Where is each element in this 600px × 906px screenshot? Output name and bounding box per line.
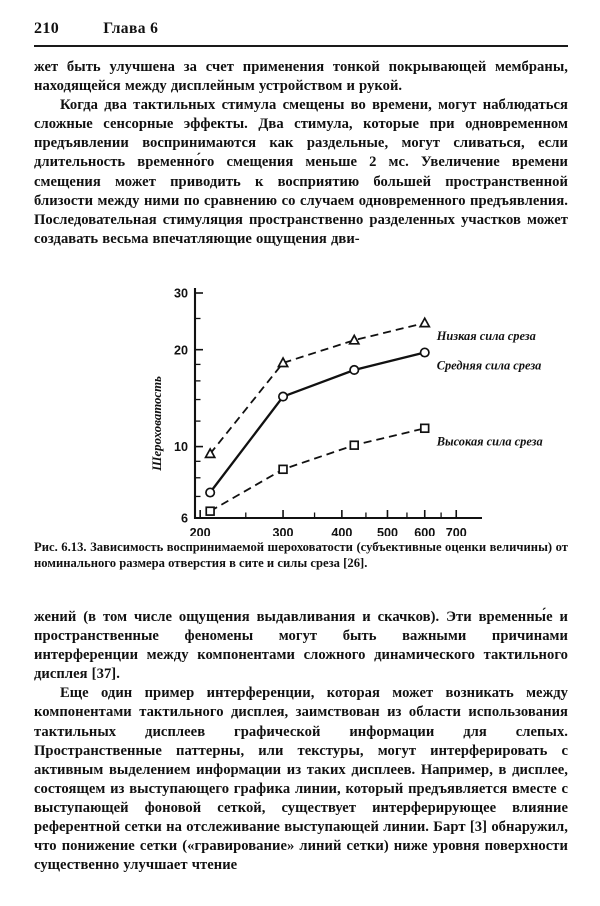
roughness-vs-aperture-chart <box>34 284 568 536</box>
chart-series <box>206 318 430 457</box>
y-tick-label: 6 <box>180 511 188 526</box>
series-label: Низкая сила среза <box>436 329 536 344</box>
paragraph: Еще один пример интерференции, которая может возникать между компонентами тактильного дисплея, заимствован из области использования тактильных дисплеев графической информации для слепых. Пространственные паттерны, или текстуры, могут интерферировать с активным выделением информации из таких дисплеев. Например, в дисплее, состоящем из выступающего графика линии, который предъявляется вместе с выступающей фоновой сеткой, существует интерферирующее влияние референтной сетки на отслеживание выступающей линии. Барт [3] обнаружил, что понижение сетки («гравирование» линий сетки) ниже уровня поверхности существенно улучшает чтение <box>34 685 568 874</box>
series-label: Средняя сила среза <box>436 358 542 373</box>
chapter-title: Глава 6 <box>103 20 159 37</box>
y-axis-label: Шероховатость <box>150 376 164 471</box>
figure-caption: Рис. 6.13. Зависимость воспринимаемой шероховатости (субъективные оценки величины) от номинального размера отверстия в сите и силы среза [26]. <box>34 540 568 570</box>
y-tick-label: 30 <box>173 286 188 301</box>
y-tick-label: 10 <box>173 440 188 455</box>
chart-series <box>206 348 429 496</box>
x-tick-label: 300 <box>272 526 294 536</box>
x-tick-label: 400 <box>331 526 353 536</box>
chart-plot-area <box>34 284 568 536</box>
paragraph: Когда два тактильных стимула смещены во времени, могут наблюдаться сложные сенсорные эффекты. Два стимула, которые при одновременном предъявлении воспринимаются как раздельные, могут сливаться, если длительность временно́го смещения меньше 2 мс. Увеличение времени смещения может приводить к восприятию большей пространственной близости между ними по сравнению со случаем одновременного предъявления. Последовательная стимуляция пространственно разделенных участков может создавать весьма впечатляющие ощущения дви- <box>34 97 568 247</box>
header-divider <box>34 45 568 47</box>
x-tick-label: 500 <box>376 526 398 536</box>
y-tick-label: 20 <box>173 343 188 358</box>
body-text-before-figure <box>34 58 568 249</box>
body-text-after-figure <box>34 608 568 875</box>
figure-6-13 <box>34 284 568 584</box>
x-tick-label: 600 <box>414 526 436 536</box>
chart-series <box>206 424 428 515</box>
x-tick-label: 700 <box>445 526 467 536</box>
page-number: 210 <box>34 20 60 37</box>
paragraph: жет быть улучшена за счет применения тонкой покрывающей мембраны, находящейся между дисплейным устройством и рукой. <box>34 59 568 95</box>
running-head <box>34 20 566 38</box>
paragraph: жений (в том числе ощущения выдавливания и скачков). Эти временны́е и пространственные феномены могут быть важными причинами интерференции между компонентами сложного динамического тактильного дисплея [37]. <box>34 609 568 683</box>
series-label: Высокая сила среза <box>436 434 543 449</box>
x-tick-label: 200 <box>189 526 211 536</box>
